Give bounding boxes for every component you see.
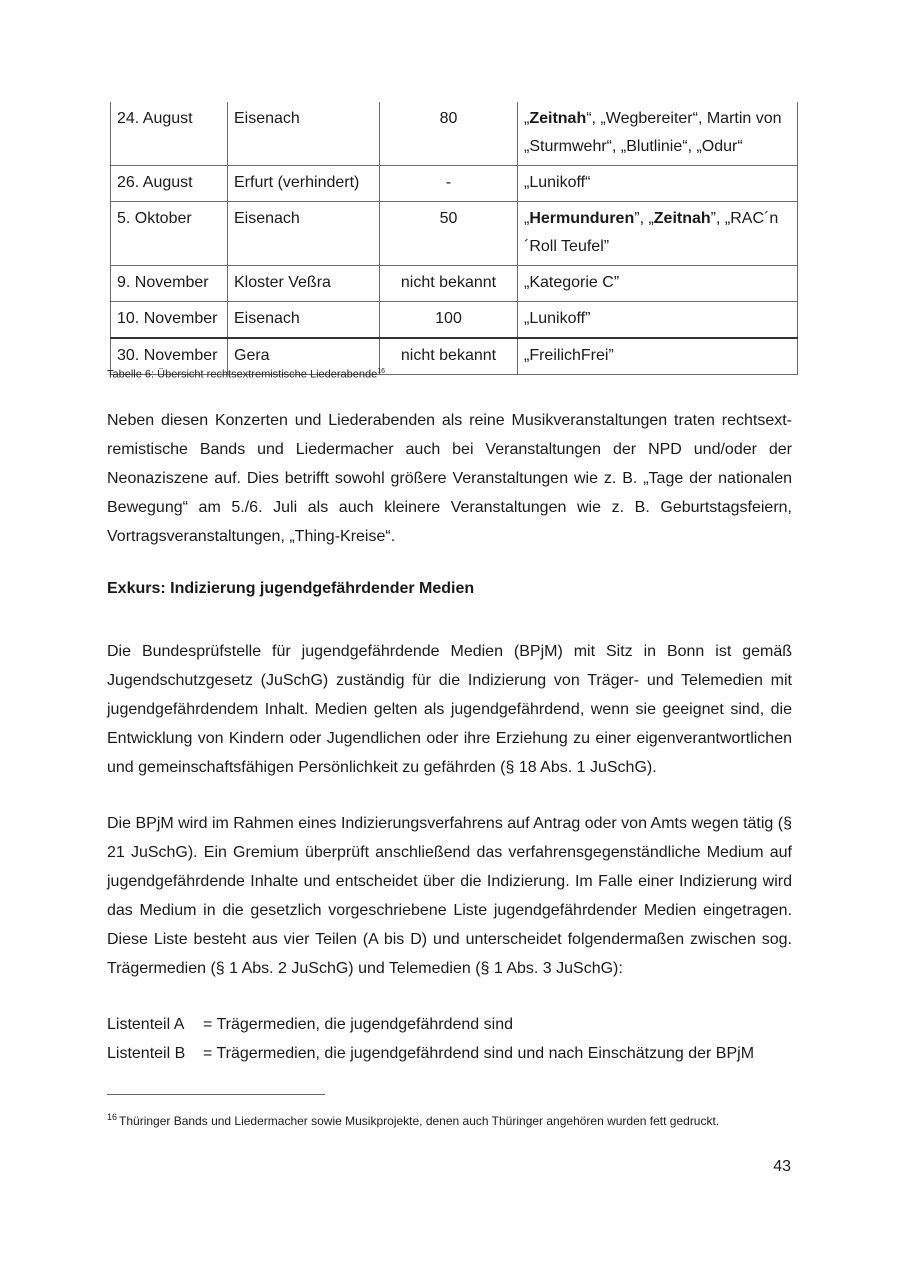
cell-place: Eisenach: [228, 102, 380, 166]
paragraph-3: Die BPjM wird im Rahmen eines Indizierungsverfahrens auf Antrag oder von Amts wegen tätig (§ 21 JuSchG). Ein Gremium überprüft anschließend das verfahrensgegenständliche Medium auf jugendgefährdende Inhalte und entscheidet über die Indizierung. Im Falle einer Indizierung wird das Medium in die gesetzlich vorgeschriebene Liste jugendgefährdender Medien eingetragen. Diese Liste besteht aus vier Teilen (A bis D) und unterscheidet folgendermaßen zwischen sog. Trägermedien (§ 1 Abs. 2 JuSchG) und Telemedien (§ 1 Abs. 3 JuSchG):: [107, 815, 792, 977]
table-row: [111, 102, 798, 166]
band-name-bold: Hermunduren: [529, 210, 635, 227]
list-item: [107, 1010, 513, 1039]
cell-date: 5. Oktober: [111, 202, 228, 266]
caption-text: Tabelle 6: Übersicht rechtsextremistische Liederabende: [107, 368, 378, 381]
footnote-text: Thüringer Bands und Liedermacher sowie Musikprojekte, denen auch Thüringer angehören wurden fett gedruckt.: [119, 1114, 720, 1128]
cell-count: nicht bekannt: [380, 266, 518, 302]
band-text: „Kategorie C”: [524, 274, 620, 291]
cell-bands: [518, 266, 798, 302]
footnote-number: 16: [107, 1112, 118, 1122]
table-row: [111, 302, 798, 339]
cell-date: 10. November: [111, 302, 228, 339]
cell-count: 50: [380, 202, 518, 266]
band-text: „FreilichFrei”: [524, 347, 614, 364]
list-label: Listenteil B: [107, 1045, 186, 1062]
list-text: = Trägermedien, die jugendgefährdend sind und nach Einschätzung der BPjM: [203, 1045, 755, 1062]
cell-count: -: [380, 166, 518, 202]
table-row: [111, 202, 798, 266]
liederabende-table: [110, 102, 798, 375]
cell-place: Erfurt (verhindert): [228, 166, 380, 202]
paragraph-1: Neben diesen Konzerten und Liederabenden als reine Musikveranstaltungen traten rechtsext-remistische Bands und Liedermacher auch bei Veranstaltungen der NPD und/oder der Neonaziszene auf. Dies betrifft sowohl größere Veranstaltungen wie z. B. „Tage der nationalen Bewegung“ am 5./6. Juli als auch kleinere Veranstaltungen wie z. B. Geburtstagsfeiern, Vortragsveranstaltungen, „Thing-Kreise“.: [107, 412, 792, 545]
caption-footnote-ref: 16: [377, 368, 386, 375]
cell-date: 24. August: [111, 102, 228, 166]
table-row: [111, 266, 798, 302]
cell-count: nicht bekannt: [380, 338, 518, 375]
cell-date: 26. August: [111, 166, 228, 202]
footnote: [107, 1112, 719, 1128]
section-heading: Exkurs: Indizierung jugendgefährdender Medien: [107, 580, 475, 597]
band-name-bold: Zeitnah: [653, 210, 711, 227]
band-text: ”, „RAC´n´Roll Teufel”: [524, 210, 779, 255]
band-text: ”, „: [634, 210, 654, 227]
cell-bands: [518, 102, 798, 166]
cell-count: 100: [380, 302, 518, 339]
cell-place: Eisenach: [228, 302, 380, 339]
band-text: „Lunikoff”: [524, 310, 591, 327]
band-text: „: [524, 110, 530, 127]
cell-date: 9. November: [111, 266, 228, 302]
footnote-divider: [107, 1094, 325, 1095]
list-item: [107, 1039, 754, 1068]
list-text: = Trägermedien, die jugendgefährdend sind: [203, 1016, 513, 1033]
cell-bands: [518, 338, 798, 375]
cell-place: Gera: [228, 338, 380, 375]
list-label: Listenteil A: [107, 1016, 185, 1033]
band-text: „: [524, 210, 530, 227]
cell-date: 30. November: [111, 338, 228, 375]
cell-bands: [518, 202, 798, 266]
band-name-bold: Zeitnah: [529, 110, 587, 127]
cell-bands: [518, 302, 798, 339]
cell-place: Kloster Veßra: [228, 266, 380, 302]
paragraph-2: Die Bundesprüfstelle für jugendgefährdende Medien (BPjM) mit Sitz in Bonn ist gemäß Jugendschutzgesetz (JuSchG) zuständig für die Indizierung von Träger- und Telemedien mit jugendgefährdendem Inhalt. Medien gelten als jugendgefährdend, wenn sie geeignet sind, die Entwicklung von Kindern oder Jugendlichen oder ihre Erziehung zu einer eigenverantwortlichen und gemeinschaftsfähigen Persönlichkeit zu gefährden (§ 18 Abs. 1 JuSchG).: [107, 643, 792, 776]
table-row: [111, 166, 798, 202]
band-text: “, „Wegbereiter“, Martin von „Sturmwehr“, „Blutlinie“, „Odur“: [524, 110, 782, 155]
band-text: „Lunikoff“: [524, 174, 591, 191]
page-number: 43: [773, 1158, 791, 1175]
table-caption: [107, 368, 385, 381]
cell-bands: [518, 166, 798, 202]
cell-count: 80: [380, 102, 518, 166]
cell-place: Eisenach: [228, 202, 380, 266]
